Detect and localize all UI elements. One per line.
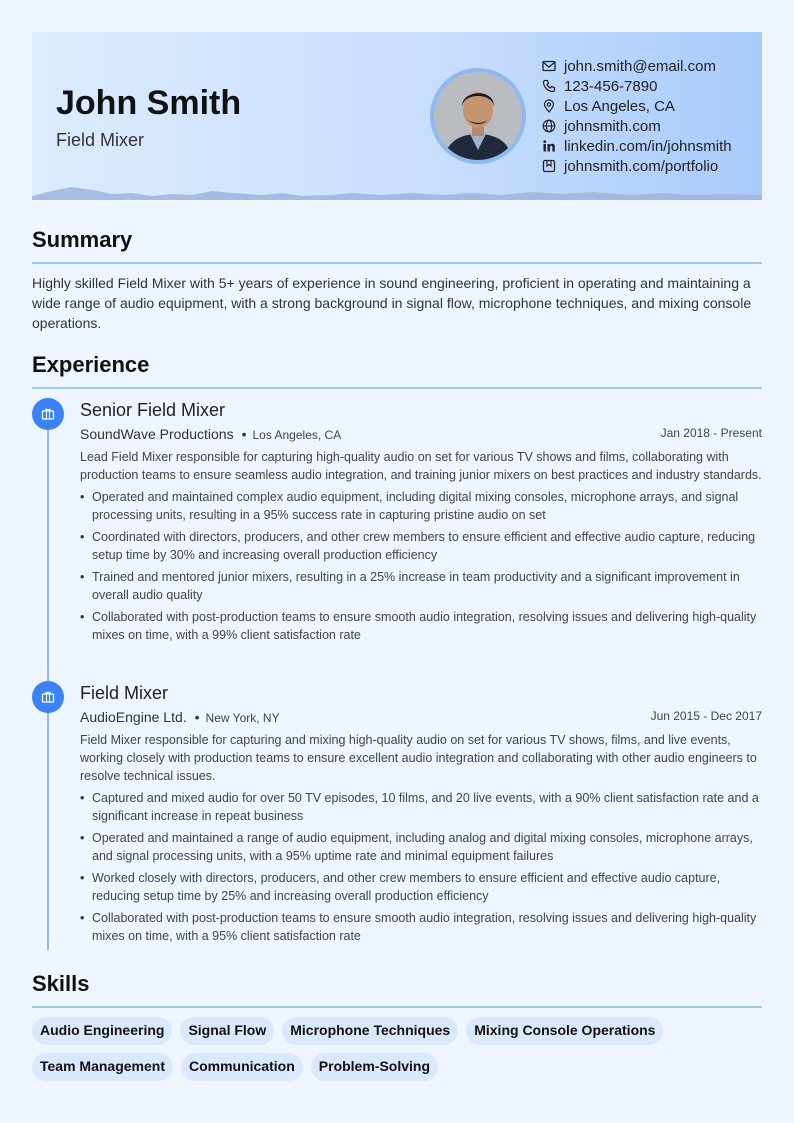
job-meta [80,709,762,731]
briefcase-icon [41,690,55,704]
contact-location [542,96,732,116]
phone-icon [542,79,556,93]
contact-website[interactable] [542,116,732,136]
summary-divider [32,262,762,264]
candidate-title: Field Mixer [56,130,145,150]
achievement-item: • Worked closely with directors, producers, and other crew members to ensure efficient and effective audio capture, reducing setup time by 25% and increasing overall production efficiency [80,869,762,905]
achievement-item: • Captured and mixed audio for over 50 TV episodes, 10 films, and 20 live events, with a 90% client satisfaction rate and a significant increase in repeat business [80,789,762,825]
experience-entry [80,400,762,648]
job-location: New York, NY [205,711,280,725]
contact-email[interactable] [542,56,732,76]
contact-website-text: johnsmith.com [564,117,661,135]
contact-list [542,56,732,176]
profile-photo [430,68,526,164]
briefcase-icon [41,407,55,421]
job-location: Los Angeles, CA [252,428,342,442]
candidate-name: John Smith [56,84,242,122]
linkedin-icon [542,139,556,153]
skill-chip: Team Management [32,1053,173,1081]
skill-chip: Communication [181,1053,303,1081]
meta-separator: • [194,709,200,725]
profile-portrait-icon [434,72,522,160]
experience-divider [32,387,762,389]
experience-entry [80,683,762,949]
achievement-item: • Operated and maintained a range of audio equipment, including analog and digital mixing consoles, microphone arrays, and signal processing units, with a 95% uptime rate and minimal equipment failures [80,829,762,865]
job-meta [80,426,762,448]
contact-location-text: Los Angeles, CA [564,97,675,115]
mail-icon [542,59,556,73]
achievement-item: • Collaborated with post-production teams to ensure smooth audio integration, resolving issues and delivering high-quality mixes on time, with a 99% client satisfaction rate [80,608,762,644]
skill-chip: Microphone Techniques [282,1017,458,1045]
experience-heading: Experience [32,352,150,377]
achievement-item: • Coordinated with directors, producers, and other crew members to ensure efficient and effective audio capture, reducing setup time by 30% and increasing overall production efficiency [80,528,762,564]
portfolio-icon [542,159,556,173]
skill-chip: Mixing Console Operations [466,1017,663,1045]
contact-portfolio-text: johnsmith.com/portfolio [564,157,719,175]
achievement-item: • Collaborated with post-production teams to ensure smooth audio integration, resolving issues and delivering high-quality mixes on time, with a 95% client satisfaction rate [80,909,762,945]
summary-heading: Summary [32,227,133,252]
skills-heading: Skills [32,971,90,996]
skills-divider [32,1006,762,1008]
job-briefcase-marker [32,398,64,430]
contact-phone-text: 123-456-7890 [564,77,658,95]
job-title: Field Mixer [80,683,169,703]
skills-list [32,1017,762,1081]
job-description: Field Mixer responsible for capturing and mixing high-quality audio on set for various TV shows, films, and live events, working closely with production teams to ensure excellent audio integration and collaborating with other audio engineers to resolve technical issues. [80,733,757,783]
globe-icon [542,119,556,133]
skill-chip: Signal Flow [180,1017,274,1045]
job-company: SoundWave Productions [80,426,234,442]
skill-chip: Problem-Solving [311,1053,438,1081]
job-dates: Jun 2015 - Dec 2017 [650,709,762,723]
header-wave-decoration [32,184,762,200]
location-pin-icon [542,99,556,113]
contact-linkedin[interactable] [542,136,732,156]
job-company: AudioEngine Ltd. [80,709,187,725]
job-achievements [80,488,762,644]
job-briefcase-marker [32,681,64,713]
skill-chip: Audio Engineering [32,1017,172,1045]
job-achievements [80,789,762,945]
job-title: Senior Field Mixer [80,400,226,420]
meta-separator: • [241,426,247,442]
job-dates: Jan 2018 - Present [660,426,762,440]
resume-header [32,32,762,200]
contact-email-text: john.smith@email.com [564,57,716,75]
job-description: Lead Field Mixer responsible for capturing high-quality audio on set for various TV shows and films, collaborating with production teams to ensure seamless audio integration, and training junior mixers on best practices and industry standards. [80,450,762,482]
contact-phone[interactable] [542,76,732,96]
achievement-item: • Operated and maintained complex audio equipment, including digital mixing consoles, microphone arrays, and signal processing units, resulting in a 95% success rate in capturing pristine audio on set [80,488,762,524]
achievement-item: • Trained and mentored junior mixers, resulting in a 25% increase in team productivity and a significant improvement in overall audio quality [80,568,762,604]
summary-text: Highly skilled Field Mixer with 5+ years of experience in sound engineering, proficient in operating and maintaining a wide range of audio equipment, with a strong background in signal flow, microphone techniques, and mixing console operations. [32,275,752,331]
contact-portfolio[interactable] [542,156,732,176]
contact-linkedin-text: linkedin.com/in/johnsmith [564,137,732,155]
